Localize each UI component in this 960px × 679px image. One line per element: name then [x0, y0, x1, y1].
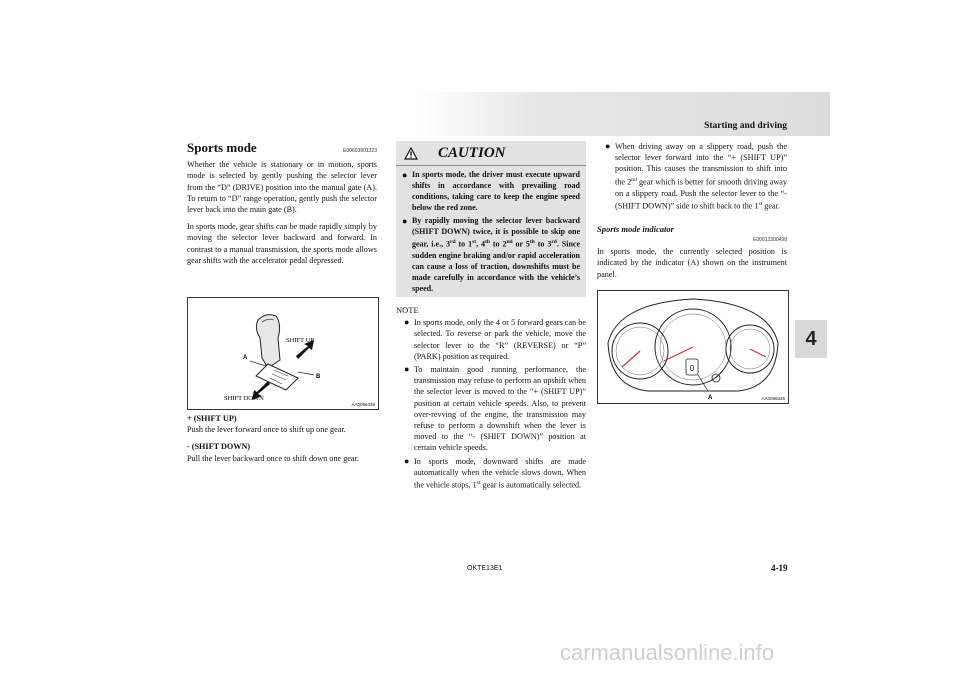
note-item: ● In sports mode, downward shifts are made automatically when the vehicle slows down. When the vehicle stops, 1st gear is automatically selected. [404, 455, 586, 490]
leader-b [298, 372, 314, 375]
shift-up-label: SHIFT UP [286, 337, 314, 344]
instrument-panel-figure [597, 290, 789, 404]
bullet-icon: ● [402, 215, 408, 226]
intro-paragraph: Whether the vehicle is stationary or in motion, sports mode is selected by gently pushing the selector lever from the “D” (DRIVE) position into the manual gate (A). To return to “D” range operation, gently push the selector lever back into the main gate (B). [187, 160, 377, 215]
right-column [597, 141, 787, 286]
bullet-icon: ● [605, 141, 611, 151]
caution-header [396, 141, 586, 166]
caution-item: ● By rapidly moving the selector lever backward (SHIFT DOWN) twice, it is possible to skip one gear, i.e., 3rd to 1st, 4th to 2nd or 5th to 3rd. Since sudden engine braking and/or rapid acceleration can cause a loss of traction, downshifts must be made carefully in accordance with the vehicle’s speed. [402, 215, 581, 293]
slippery-road-item: ● When driving away on a slippery road, push the selector lever forward into the “+ (SHIFT UP)” position. This causes the transmission to shift into the 2nd gear which is better for smooth driving away on a slippery road. Push the selector lever to the “- (SHIFT DOWN)” side to shift back to the 1st gear. [605, 141, 787, 211]
figure-code: AA0096339 [351, 402, 375, 407]
shift-lever-diagram [188, 298, 378, 409]
heading-code: E00603901323 [343, 148, 377, 154]
shift-lever-figure [187, 297, 379, 410]
document-code: OKTE13E1 [467, 565, 503, 572]
note-title: NOTE [396, 305, 419, 315]
label-a: A [243, 355, 248, 361]
svg-text:0: 0 [689, 364, 695, 373]
bullet-icon: ● [402, 170, 408, 180]
sports-mode-heading: Sports mode [187, 142, 257, 155]
shift-descriptions [187, 413, 377, 470]
bullet-icon: ● [404, 364, 410, 375]
watermark: carmanualsonline.info [560, 640, 775, 665]
warning-triangle-icon [404, 147, 418, 160]
shift-down-label: SHIFT DOWN [224, 395, 264, 402]
chapter-tab: 4 [795, 320, 827, 358]
shift-down-title: - (SHIFT DOWN) [187, 442, 251, 452]
shift-down-text: Pull the lever backward once to shift down one gear. [187, 453, 359, 463]
gear-shift-paragraph: In sports mode, gear shifts can be made rapidly simply by moving the selector lever backward and forward. In contrast to a manual transmission, the sports mode allows gear shifts with the accelerator pedal depressed. [187, 222, 377, 265]
shift-up-text: Push the lever forward once to shift up one gear. [187, 425, 346, 435]
indicator-subheading: Sports mode indicator [597, 223, 674, 234]
instrument-panel-diagram [598, 291, 788, 403]
label-a: A [708, 395, 713, 401]
bullet-icon: ● [404, 455, 410, 466]
note-item: ● To maintain good running performance, the transmission may refuse to perform an upshift when the selector lever is moved to the “+ (SHIFT UP)” position at certain vehicle speeds. Also, to prevent over-revving of the engine, the transmission may refuse to perform a downshift when the lever is moved to the “- (SHIFT DOWN)” position at certain vehicle speeds. [404, 364, 586, 453]
left-column [187, 142, 377, 272]
subhead-code: E00612300498 [753, 236, 787, 243]
leader-a [250, 361, 266, 366]
indicator-paragraph: In sports mode, the currently selected position is indicated by the indicator (A) shown on the instrument panel. [597, 247, 787, 279]
label-b: B [316, 374, 321, 380]
caution-item: ● In sports mode, the driver must execute upward shifts in accordance with prevailing road conditions, taking care to keep the engine speed below the red zone. [402, 170, 580, 212]
page-number: 4-19 [771, 563, 788, 573]
figure-code: AA0096326 [761, 396, 785, 401]
note-item: ● In sports mode, only the 4 or 5 forward gears can be selected. To reverse or park the vehicle, move the selector lever to the “R” (REVERSE) or “P” (PARK) position as required. [404, 317, 586, 361]
caution-box [396, 141, 586, 297]
note-section [396, 305, 586, 493]
caution-title: CAUTION [438, 144, 506, 161]
bullet-icon: ● [404, 317, 410, 328]
section-title: Starting and driving [704, 121, 787, 131]
shift-up-title: + (SHIFT UP) [187, 414, 237, 423]
